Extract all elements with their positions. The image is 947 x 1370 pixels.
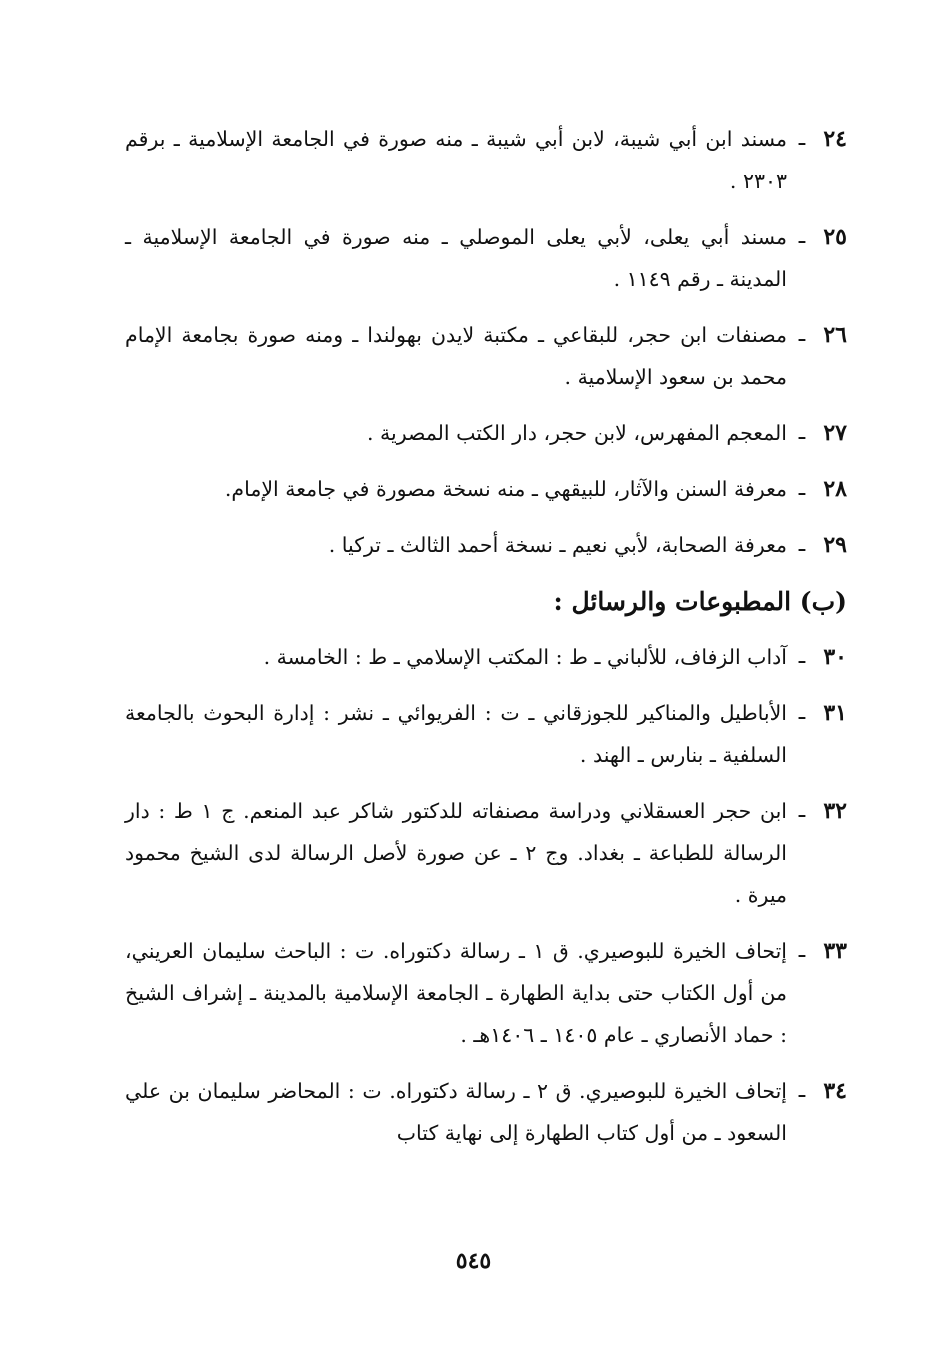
entry-number: ٢٩ <box>823 532 847 558</box>
entry-dash: ـ <box>798 644 806 669</box>
page-number: ٥٤٥ <box>455 1248 492 1274</box>
entry-text: إتحاف الخيرة للبوصيري. ق ١ ـ رسالة دكتوراه. ت : الباحث سليمان العريني، من أول الكتاب حتى بداية الطهارة ـ الجامعة الإسلامية بالمدينة ـ إشراف الشيخ : حماد الأنصاري ـ عام ١٤٠٥ ـ ١٤٠٦هـ . <box>125 939 787 1047</box>
entry-text: معرفة السنن والآثار، للبيقهي ـ منه نسخة مصورة في جامعة الإمام. <box>224 477 787 501</box>
entry-dash: ـ <box>798 126 806 151</box>
entry-text: إتحاف الخيرة للبوصيري. ق ٢ ـ رسالة دكتوراه. ت : المحاضر سليمان بن علي السعود ـ من أول كتاب الطهارة إلى نهاية كتاب <box>125 1079 787 1145</box>
entry-number: ٣٠ <box>823 644 847 670</box>
entry-number: ٣٣ <box>823 938 847 964</box>
entry-text: آداب الزفاف، للألباني ـ ط : المكتب الإسلامي ـ ط : الخامسة . <box>263 645 787 669</box>
section-heading-printed-works: (ب) المطبوعات والرسائل : <box>553 587 847 616</box>
bibliography-entry-34 <box>125 1070 847 1154</box>
entry-dash: ـ <box>798 420 806 445</box>
entry-text: مسند ابن أبي شيبة، لابن أبي شيبة ـ منه صورة في الجامعة الإسلامية ـ برقم ٢٣٠٣ . <box>125 127 787 193</box>
bibliography-entry-25 <box>125 216 847 300</box>
entry-number: ٣٢ <box>823 798 847 824</box>
entry-number: ٣١ <box>823 700 847 726</box>
entry-text: ابن حجر العسقلاني ودراسة مصنفاته للدكتور شاكر عبد المنعم. ج ١ ط : دار الرسالة للطباعة ـ بغداد. وج ٢ ـ عن صورة لأصل الرسالة لدى الشيخ محمود ميرة . <box>125 799 787 907</box>
entry-dash: ـ <box>798 532 806 557</box>
entry-number: ٣٤ <box>823 1078 847 1104</box>
entry-dash: ـ <box>798 700 806 725</box>
bibliography-entry-31 <box>125 692 847 776</box>
bibliography-entry-26 <box>125 314 847 398</box>
entry-dash: ـ <box>798 476 806 501</box>
bibliography-entry-24 <box>125 118 847 202</box>
entry-dash: ـ <box>798 322 806 347</box>
entry-text: المعجم المفهرس، لابن حجر، دار الكتب المصرية . <box>367 421 787 445</box>
entry-number: ٢٥ <box>823 224 847 250</box>
bibliography-entry-27 <box>125 412 847 454</box>
document-body <box>125 118 847 1168</box>
entry-dash: ـ <box>798 1078 806 1103</box>
entry-number: ٢٤ <box>823 126 847 152</box>
bibliography-entry-32 <box>125 790 847 916</box>
bibliography-entry-33 <box>125 930 847 1056</box>
bibliography-entry-28 <box>125 468 847 510</box>
entry-number: ٢٨ <box>823 476 847 502</box>
entry-dash: ـ <box>798 938 806 963</box>
entry-number: ٢٦ <box>823 322 847 348</box>
entry-text: مصنفات ابن حجر، للبقاعي ـ مكتبة لايدن بهولندا ـ ومنه صورة بجامعة الإمام محمد بن سعود الإسلامية . <box>125 323 787 389</box>
entry-number: ٢٧ <box>823 420 847 446</box>
bibliography-entry-29 <box>125 524 847 566</box>
entry-dash: ـ <box>798 798 806 823</box>
entry-text: مسند أبي يعلى، لأبي يعلى الموصلي ـ منه صورة في الجامعة الإسلامية ـ المدينة ـ رقم ١١٤٩ . <box>125 225 787 291</box>
entry-text: الأباطيل والمناكير للجوزقاني ـ ت : الفريوائي ـ نشر : إدارة البحوث بالجامعة السلفية ـ بنارس ـ الهند . <box>125 701 787 767</box>
entry-dash: ـ <box>798 224 806 249</box>
entry-text: معرفة الصحابة، لأبي نعيم ـ نسخة أحمد الثالث ـ تركيا . <box>328 533 787 557</box>
bibliography-entry-30 <box>125 636 847 678</box>
